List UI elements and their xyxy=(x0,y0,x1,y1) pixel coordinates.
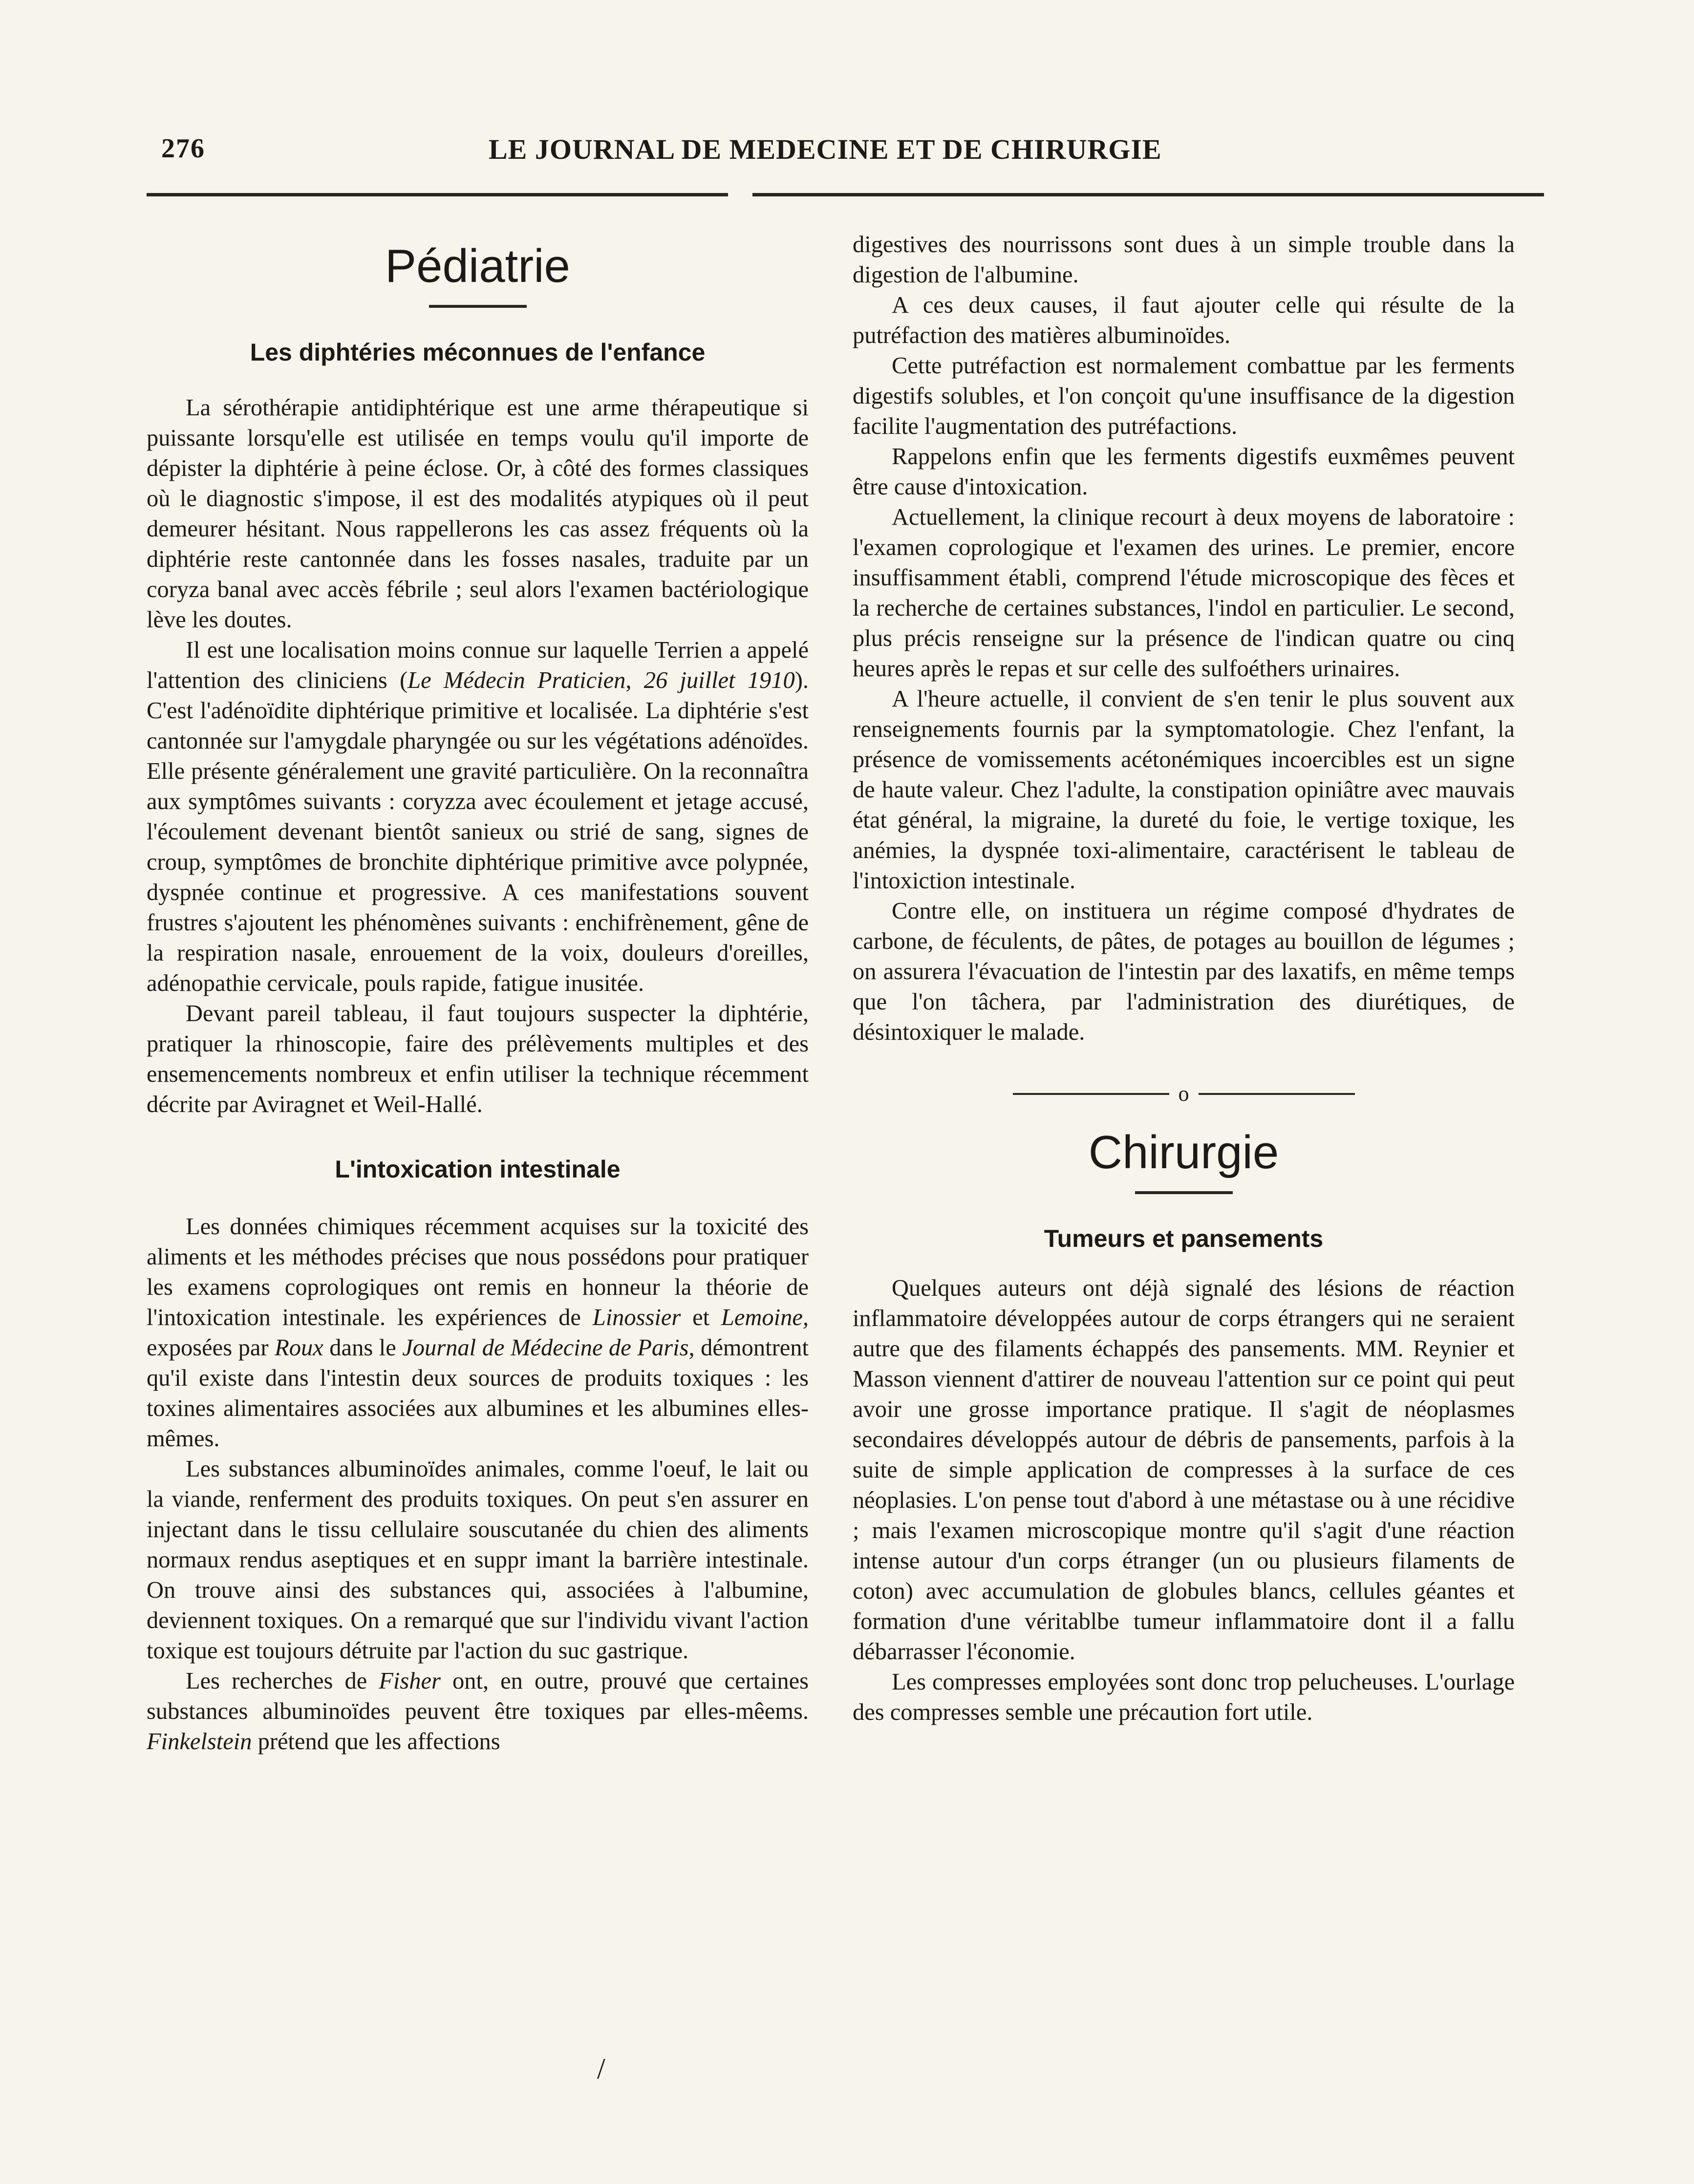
title-rule xyxy=(1135,1191,1233,1194)
page-header xyxy=(147,133,1529,172)
title-rule xyxy=(429,305,527,308)
paragraph: Les données chimiques récemment acquises sur la toxicité des aliments et les méthodes précises que nous possédons pour pratiquer les examens coprologiques ont remis en honneur la théorie de l'intoxication intestinale. les expériences de Linossier et Lemoine, exposées par Roux dans le Journal de Médecine de Paris, démontrent qu'il existe dans l'intestin deux sources de produits toxiques : les toxines alimentaires associées aux albumines et les albumines elles-mêmes. xyxy=(147,1214,809,1452)
right-column xyxy=(853,230,1515,1728)
paragraph: Actuellement, la clinique recourt à deux moyens de laboratoire : l'examen coprologique et l'examen des urines. Le premier, encore insuffisamment établi, comprend l'étude microscopique des fèces et la recherche de certaines substances, l'indol en particulier. Le second, plus précis renseigne sur la présence de l'indican quatre ou cinq heures après le repas et sur celle des sulfoéthers urinaires. xyxy=(853,504,1515,682)
section-divider xyxy=(1013,1082,1355,1106)
paragraph: Contre elle, on instituera un régime composé d'hydrates de carbone, de féculents, de pâtes, de potages au bouillon de légumes ; on assurera l'évacuation de l'intestin par des laxatifs, en même temps que l'on tâchera, par l'administration des diurétiques, de désintoxiquer le malade. xyxy=(853,898,1515,1045)
subhead-diphteries: Les diphtéries méconnues de l'enfance xyxy=(250,339,706,366)
subhead-tumeurs: Tumeurs et pansements xyxy=(1044,1225,1324,1252)
footer-mark: / xyxy=(597,2053,605,2085)
paragraph: A ces deux causes, il faut ajouter celle qui résulte de la putréfaction des matières albuminoïdes. xyxy=(853,292,1515,348)
paragraph: Les compresses employées sont donc trop pelucheuses. L'ourlage des compresses semble une précaution fort utile. xyxy=(853,1669,1515,1725)
paragraph: A l'heure actuelle, il convient de s'en tenir le plus souvent aux renseignements fournis par la symptomatologie. Chez l'enfant, la présence de vomissements acétonémiques incoercibles est un signe de haute valeur. Chez l'adulte, la constipation opiniâtre avec mauvais état général, la migraine, la dureté du foie, le vertige toxique, les anémies, la dyspnée toxi-alimentaire, caractérisent le tableau de l'intoxiction intestinale. xyxy=(853,686,1515,894)
paragraph: La sérothérapie antidiphtérique est une arme thérapeutique si puissante lorsqu'elle est utilisée en temps voulu qu'il importe de dépister la diphtérie à peine éclose. Or, à côté des formes classiques où le diagnostic s'impose, il est des modalités atypiques où il peut demeurer hésitant. Nous rappellerons les cas assez fréquents où la diphtérie reste cantonnée dans les fosses nasales, traduite par un coryza banal avec accès fébrile ; seul alors l'examen bactériologique lève les doutes. xyxy=(147,395,809,633)
page-number: 276 xyxy=(161,133,205,164)
left-column xyxy=(147,230,809,1757)
paragraph: Devant pareil tableau, il faut toujours suspecter la diphtérie, pratiquer la rhinoscopie, faire des prélèvements multiples et des ensemencements nombreux et enfin utiliser la technique récemment décrite par Aviragnet et Weil-Hallé. xyxy=(147,1001,809,1117)
paragraph: Cette putréfaction est normalement combattue par les ferments digestifs solubles, et l'on conçoit qu'une insuffisance de la digestion facilite l'augmentation des putréfactions. xyxy=(853,353,1515,439)
divider-mark: o xyxy=(1178,1082,1189,1106)
paragraph: digestives des nourrissons sont dues à un simple trouble dans la digestion de l'albumine. xyxy=(853,232,1515,288)
subhead-intoxication: L'intoxication intestinale xyxy=(335,1156,621,1183)
paragraph: Il est une localisation moins connue sur laquelle Terrien a appelé l'attention des cliniciens (Le Médecin Praticien, 26 juillet 1910). C'est l'adénoïdite diphtérique primitive et localisée. La diphtérie s'est cantonnée sur l'amygdale pharyngée ou sur les végétations adénoïdes. Elle présente généralement une gravité particulière. On la reconnaîtra aux symptômes suivants : coryzza avec écoulement et jetage accusé, l'écoulement devenant bientôt sanieux ou strié de sang, signes de croup, symptômes de bronchite diphtérique primitive avce polypnée, dyspnée continue et progressive. A ces manifestations souvent frustres s'ajoutent les phénomènes suivants : enchifrènement, gêne de la respiration nasale, enrouement de la voix, douleurs d'oreilles, adénopathie cervicale, pouls rapide, fatigue inusitée. xyxy=(147,637,809,996)
paragraph: Rappelons enfin que les ferments digestifs euxmêmes peuvent être cause d'intoxication. xyxy=(853,444,1515,500)
paragraph: Les recherches de Fisher ont, en outre, prouvé que certaines substances albuminoïdes peuvent être toxiques par elles-mêems. Finkelstein prétend que les affections xyxy=(147,1668,809,1755)
section-title-chirurgie: Chirurgie xyxy=(1088,1126,1279,1178)
paragraph: Les substances albuminoïdes animales, comme l'oeuf, le lait ou la viande, renferment des produits toxiques. On peut s'en assurer en injectant dans le tissu cellulaire souscutanée du chien des aliments normaux rendus aseptiques et en suppr imant la barrière intestinale. On trouve ainsi des substances qui, associées à l'albumine, deviennent toxiques. On a remarqué que sur l'individu vivant l'action toxique est toujours détruite par l'action du suc gastrique. xyxy=(147,1456,809,1664)
header-rule-left xyxy=(147,193,728,196)
paragraph: Quelques auteurs ont déjà signalé des lésions de réaction inflammatoire développées autour de corps étrangers qui ne seraient autre que des filaments échappés des pansements. MM. Reynier et Masson viennent d'attirer de nouveau l'attention sur ce point qui peut avoir une grosse importance pratique. Il s'agit de néoplasmes secondaires développés autour de débris de pansements, parfois à la suite de simple application de compresses à la surface de ces néoplasies. L'on pense tout d'abord à une métastase ou à une récidive ; mais l'examen microscopique montre qu'il s'agit d'une réaction intense autour d'un corps étranger (un ou plusieurs filaments de coton) avec accumulation de globules blancs, cellules géantes et formation d'une véritablbe tumeur inflammatoire dont il a fallu débarrasser l'économie. xyxy=(853,1275,1515,1665)
header-rule-right xyxy=(752,193,1544,196)
section-title-pediatrie: Pédiatrie xyxy=(385,240,570,292)
running-title: LE JOURNAL DE MEDECINE ET DE CHIRURGIE xyxy=(489,133,1162,165)
